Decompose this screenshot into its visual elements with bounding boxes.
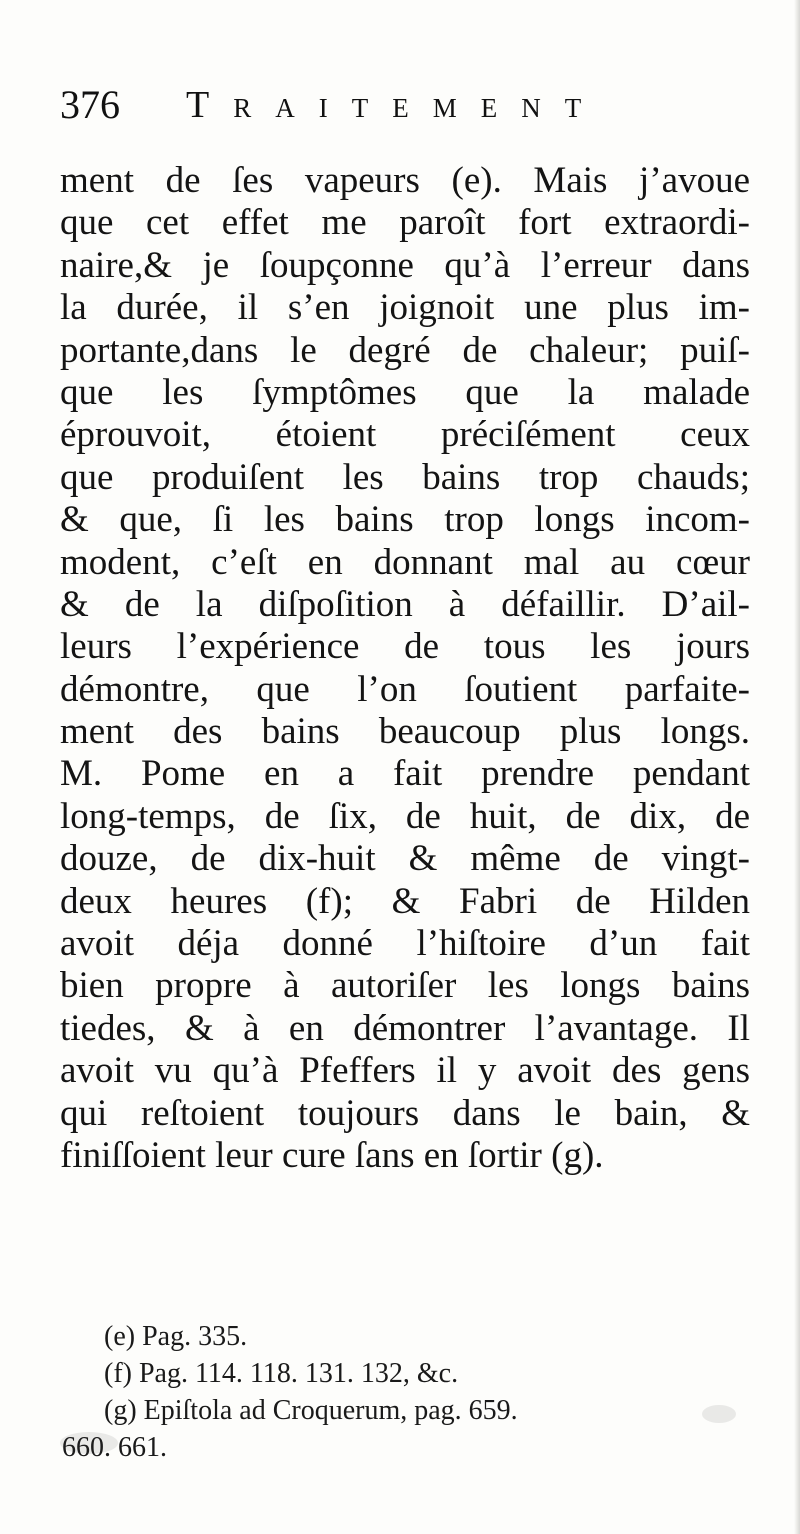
page-header [60,80,760,130]
text-line: ment des bains beaucoup plus longs. [60,711,750,753]
text-line: deux heures (f); & Fabri de Hilden [60,880,750,922]
text-line: que cet effet me paroît fort extraordi- [60,202,750,244]
running-head: Traitement [186,84,606,126]
text-line: long-temps, de ſix, de huit, de dix, de [60,795,750,837]
text-line: tiedes, & à en démontrer l’avantage. Il [60,1007,750,1049]
text-line: éprouvoit, étoient préciſément ceux [60,414,750,456]
footnote-f: (f) Pag. 114. 118. 131. 132, &c. [104,1358,459,1389]
page-number: 376 [60,82,120,127]
text-line: douze, de dix-huit & même de vingt- [60,838,750,880]
text-line: portante,dans le degré de chaleur; puiſ- [60,329,750,371]
text-line: M. Pome en a fait prendre pendant [60,753,750,795]
text-line: qui reſtoient toujours dans le bain, & [60,1092,750,1134]
text-line: finiſſoient leur cure ſans en ſortir (g). [60,1134,604,1176]
body-text [60,160,750,1177]
footnote-continuation: 660. 661. [62,1432,167,1463]
text-line: que produiſent les bains trop chauds; [60,456,750,498]
text-line: que les ſymptômes que la malade [60,371,750,413]
footnote-g: (g) Epiſtola ad Croquerum, pag. 659. [104,1395,518,1426]
ink-smudge [702,1405,736,1423]
text-line: démontre, que l’on ſoutient parfaite- [60,668,750,710]
text-line: avoit déja donné l’hiſtoire d’un fait [60,923,750,965]
text-line: modent, c’eſt en donnant mal au cœur [60,541,750,583]
footnote-e: (e) Pag. 335. [104,1321,248,1352]
ink-smudge [60,1432,118,1454]
text-line: ment de ſes vapeurs (e). Mais j’avoue [60,160,750,201]
text-line: & que, ſi les bains trop longs incom- [60,499,750,541]
text-line: naire,& je ſoupçonne qu’à l’erreur dans [60,244,750,286]
text-line: leurs l’expérience de tous les jours [60,626,750,668]
text-line: avoit vu qu’à Pfeffers il y avoit des gens [60,1050,750,1092]
text-line: la durée, il s’en joignoit une plus im- [60,287,750,329]
text-line: & de la diſpoſition à défaillir. D’ail- [60,583,750,625]
page-edge-shadow [794,0,800,1534]
text-line: bien propre à autoriſer les longs bains [60,965,750,1007]
footnotes [62,1318,762,1466]
